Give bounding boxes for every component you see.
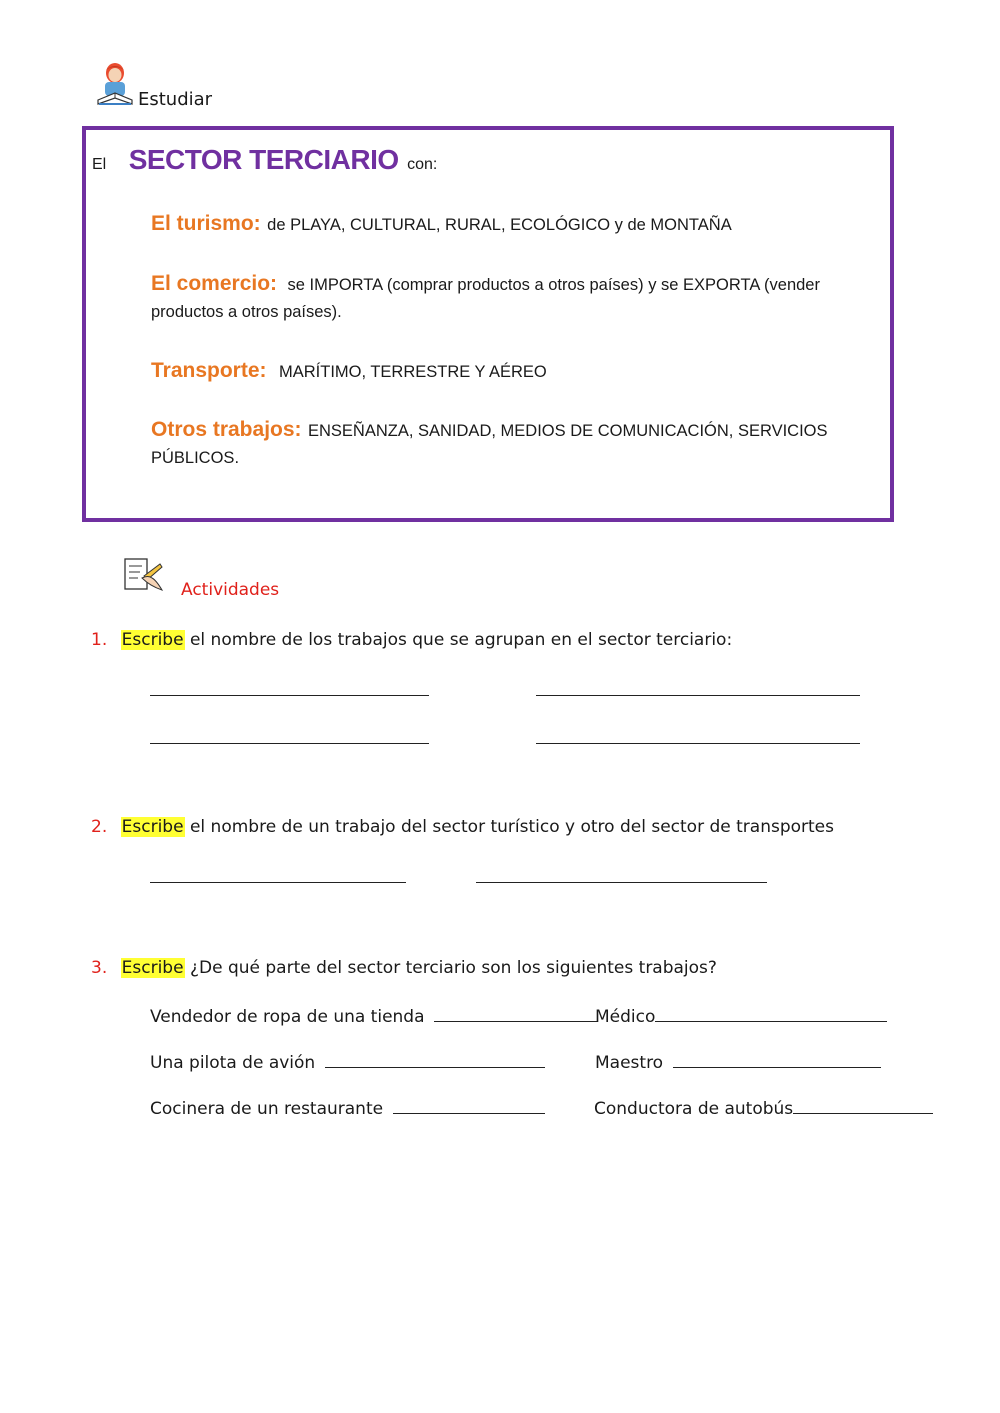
- job-item: [594, 1098, 933, 1119]
- title-prefix: El: [92, 156, 107, 173]
- answer-line[interactable]: [434, 1006, 597, 1022]
- answer-line[interactable]: [476, 882, 767, 883]
- question-number: 1.: [91, 630, 108, 650]
- job-label: Médico: [595, 1007, 656, 1027]
- job-item: [595, 1006, 887, 1027]
- question-number: 3.: [91, 958, 108, 978]
- answer-line[interactable]: [393, 1098, 545, 1114]
- job-label: Maestro: [595, 1053, 664, 1073]
- info-box: [82, 126, 894, 522]
- question-2: [91, 817, 834, 837]
- job-item: [150, 1006, 597, 1027]
- question-verb: Escribe: [121, 630, 184, 650]
- activities-label: Actividades: [181, 580, 280, 600]
- item-comercio: [151, 270, 886, 326]
- question-3: [91, 958, 717, 978]
- answer-line[interactable]: [673, 1052, 881, 1068]
- answer-line[interactable]: [793, 1098, 933, 1114]
- job-item: [150, 1098, 545, 1119]
- answer-line[interactable]: [150, 882, 406, 883]
- title-suffix: con:: [407, 156, 438, 173]
- question-text: el nombre de un trabajo del sector turístico y otro del sector de transportes: [189, 817, 834, 837]
- answer-line[interactable]: [150, 695, 429, 696]
- answer-line[interactable]: [536, 743, 860, 744]
- title-row: [92, 144, 437, 176]
- page-title: SECTOR TERCIARIO: [128, 144, 399, 175]
- study-icon: [96, 60, 134, 108]
- item-heading: El turismo:: [151, 212, 261, 235]
- study-label: Estudiar: [138, 89, 213, 110]
- question-number: 2.: [91, 817, 108, 837]
- item-text: MARÍTIMO, TERRESTRE Y AÉREO: [278, 363, 547, 381]
- item-heading: Otros trabajos:: [151, 418, 302, 441]
- job-label: Cocinera de un restaurante: [150, 1099, 384, 1119]
- job-item: [150, 1052, 545, 1073]
- job-item: [595, 1052, 881, 1073]
- item-text: de PLAYA, CULTURAL, RURAL, ECOLÓGICO y de MONTAÑA: [267, 216, 732, 234]
- answer-line[interactable]: [655, 1006, 887, 1022]
- item-turismo: [151, 212, 881, 236]
- activities-icon: [122, 556, 166, 596]
- answer-line[interactable]: [325, 1052, 545, 1068]
- item-otros: [151, 416, 871, 472]
- answer-line[interactable]: [536, 695, 860, 696]
- item-heading: El comercio:: [151, 272, 278, 295]
- item-heading: Transporte:: [151, 359, 267, 382]
- question-verb: Escribe: [121, 958, 184, 978]
- question-text: el nombre de los trabajos que se agrupan en el sector terciario:: [189, 630, 733, 650]
- item-text: se IMPORTA (comprar productos a otros países) y se EXPORTA (vender productos a otros países).: [151, 276, 820, 321]
- item-text: ENSEÑANZA, SANIDAD, MEDIOS DE COMUNICACIÓN, SERVICIOS PÚBLICOS.: [151, 422, 828, 467]
- answer-line[interactable]: [150, 743, 429, 744]
- item-transporte: [151, 359, 881, 383]
- question-verb: Escribe: [121, 817, 184, 837]
- job-label: Una pilota de avión: [150, 1053, 316, 1073]
- question-1: [91, 630, 732, 650]
- question-text: ¿De qué parte del sector terciario son los siguientes trabajos?: [189, 958, 717, 978]
- job-label: Conductora de autobús: [594, 1099, 794, 1119]
- job-label: Vendedor de ropa de una tienda: [150, 1007, 425, 1027]
